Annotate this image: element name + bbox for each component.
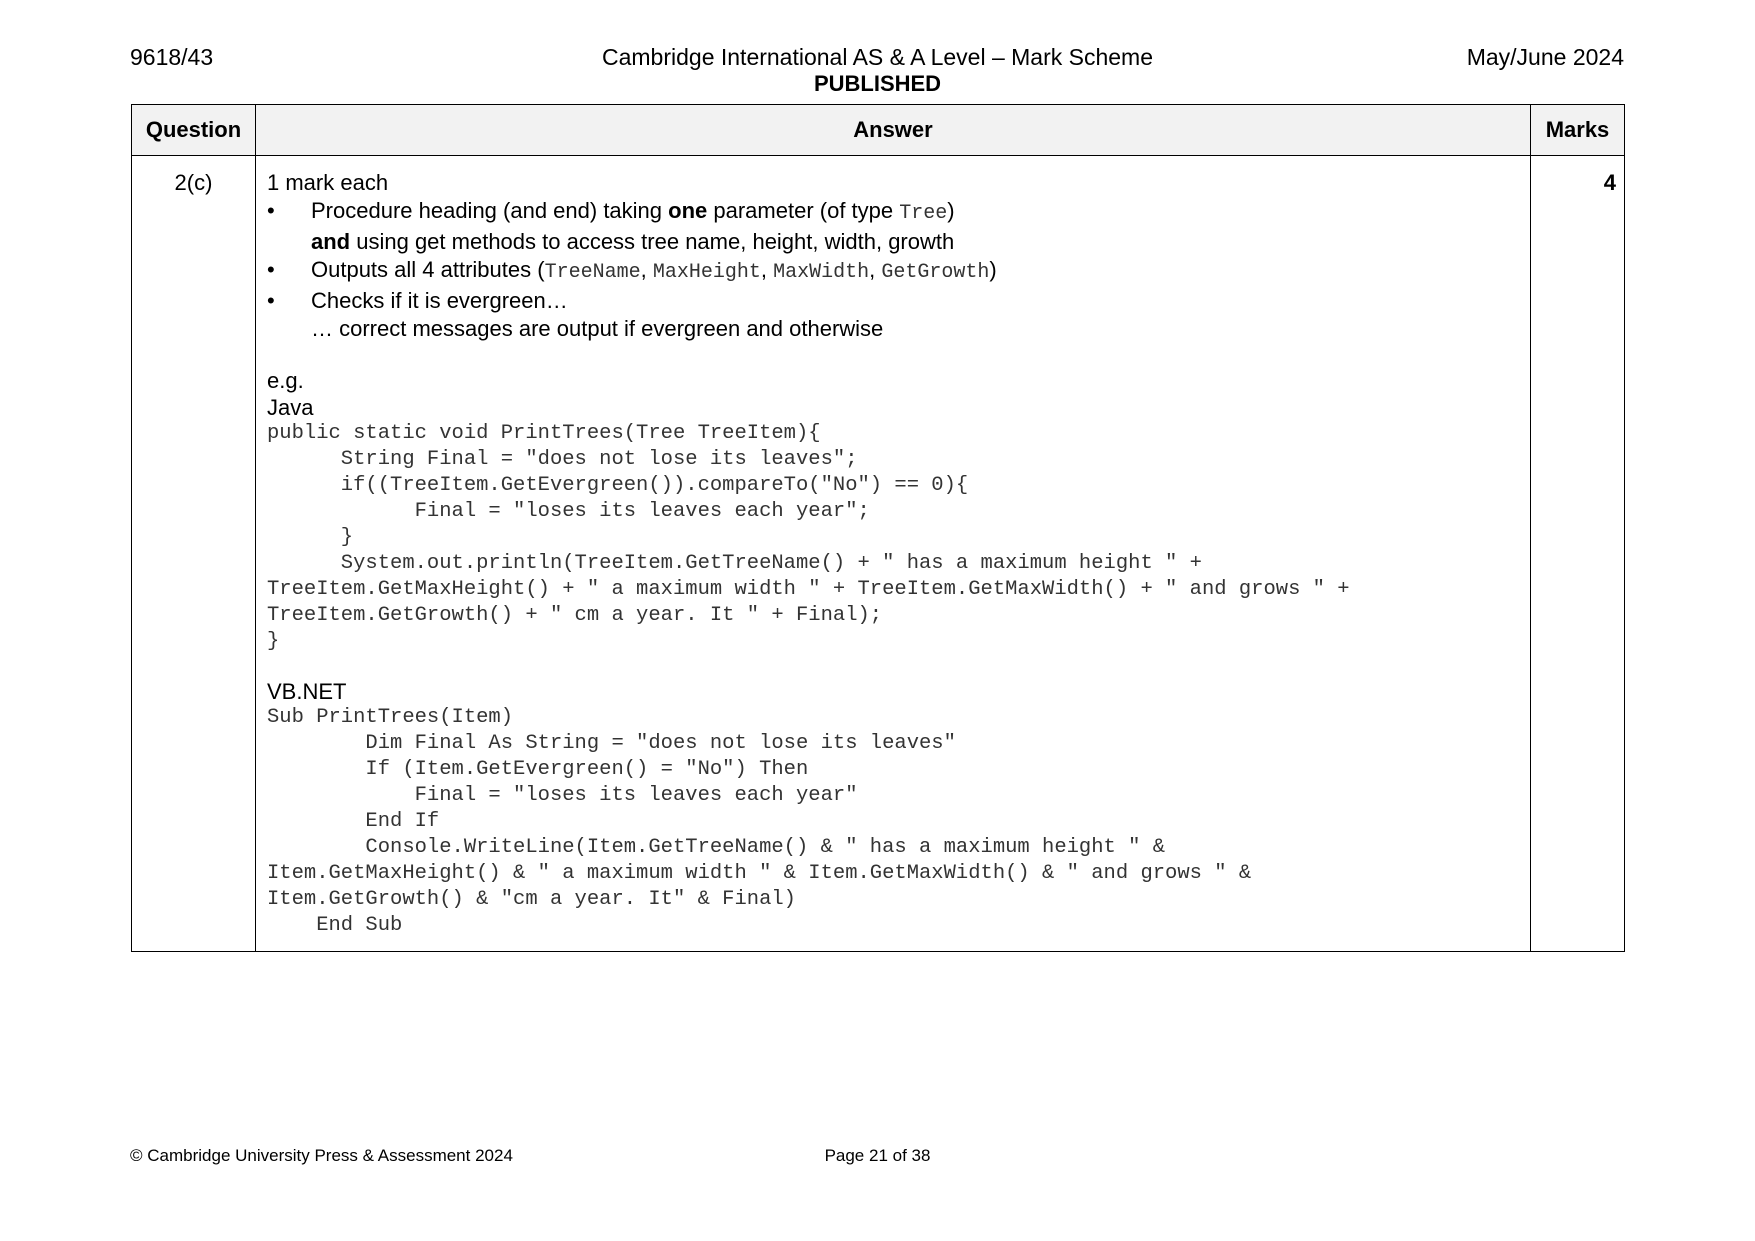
copyright-notice: © Cambridge University Press & Assessment 2024: [130, 1146, 513, 1165]
document-title: Cambridge International AS & A Level – Mark Scheme: [601, 44, 1154, 70]
table-row: [132, 156, 1625, 952]
paper-code: 9618/43: [130, 44, 214, 70]
table-header-row: [132, 105, 1625, 156]
marking-point-1: • Procedure heading (and end) taking one parameter (of type Tree) and using get methods to access tree name, height, width, growth: [267, 198, 955, 254]
column-header-answer: Answer: [256, 105, 1531, 156]
mark-allocation-note: 1 mark each: [267, 170, 389, 195]
marking-point-3: • Checks if it is evergreen… … correct messages are output if evergreen and otherwise: [267, 288, 884, 341]
vbnet-code-block: Sub PrintTrees(Item) Dim Final As String = "does not lose its leaves" If (Item.GetEvergreen() = "No") Then Final = "loses its leaves each year" End If Console.WriteLine(Item.GetTreeName() & " has a maximum height " & Item.GetMaxHeight() & " a maximum width " & Item.GetMaxWidth() & " and grows " & Item.GetGrowth() & "cm a year. It" & Final) End Sub: [267, 706, 1252, 937]
java-code-block: public static void PrintTrees(Tree TreeItem){ String Final = "does not lose its leaves"; if((TreeItem.GetEvergreen()).compareTo("No") == 0){ Final = "loses its leaves each year"; } System.out.println(TreeItem.GetTreeName() + " has a maximum height " + TreeItem.GetMaxHeight() + " a maximum width " + TreeItem.GetMaxWidth() + " and grows " + TreeItem.GetGrowth() + " cm a year. It " + Final); }: [267, 422, 1350, 653]
mark-scheme-table: [131, 104, 1625, 952]
marks-value: 4: [1531, 156, 1625, 952]
bullet-icon: •: [267, 257, 275, 282]
column-header-question: Question: [132, 105, 256, 156]
page-number: Page 21 of 38: [824, 1146, 931, 1165]
marking-point-2: • Outputs all 4 attributes (TreeName, MaxHeight, MaxWidth, GetGrowth): [267, 257, 997, 284]
column-header-marks: Marks: [1531, 105, 1625, 156]
document-subtitle: PUBLISHED: [813, 71, 942, 96]
vbnet-label: VB.NET: [267, 679, 347, 704]
question-number: 2(c): [132, 156, 256, 952]
bullet-icon: •: [267, 198, 275, 223]
bullet-icon: •: [267, 288, 275, 313]
example-label: e.g.: [267, 368, 304, 393]
exam-session: May/June 2024: [1466, 44, 1624, 70]
java-label: Java: [267, 395, 314, 420]
answer-cell: [256, 156, 1531, 952]
